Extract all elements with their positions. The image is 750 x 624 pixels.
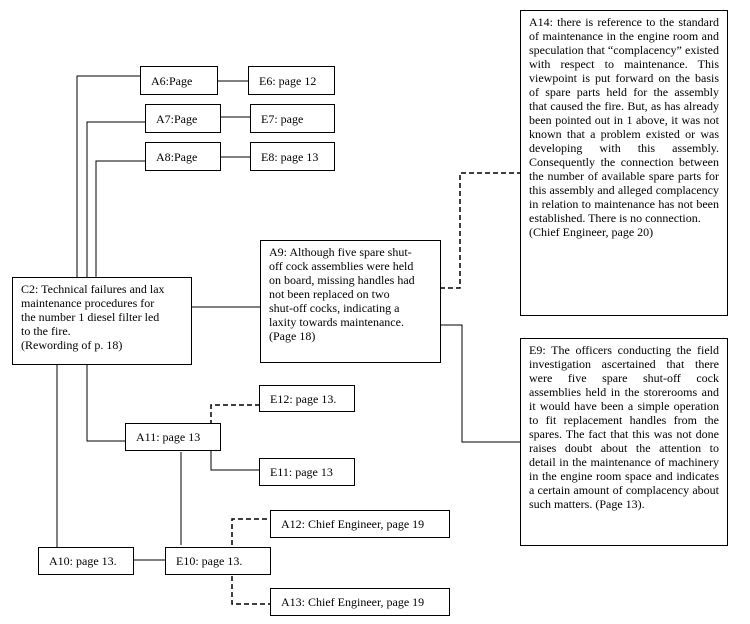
node-a14: [520, 10, 728, 316]
link-a11-e12: [211, 405, 259, 425]
node-e12: E12: page 13.: [259, 385, 355, 412]
link-a11-e11: [211, 450, 259, 470]
node-e7: E7: page: [250, 104, 335, 133]
node-a9: A9: Although five spare shut- off cock assemblies were held on board, missing handles had not been replaced on two shut-off cocks, indicating a laxity towards maintenance. (Page 18): [260, 240, 441, 363]
node-a12: A12: Chief Engineer, page 19: [270, 510, 450, 538]
a14-text: A14: there is reference to the standard of maintenance in the engine room and speculation that “complacency” existed with respect to maintenance. This viewpoint is put forward on the basis of spare parts held for the assembly that caused the fire. But, as has already been pointed out in 1 above, it was not known that a problem existed or was developing with this assembly. Consequently the connection between the number of available spare parts for this assembly and alleged complacency in relation to maintenance has not been established. There is no connection.: [529, 15, 719, 225]
node-e9: E9: The officers conducting the field investigation ascertained that there were five spare shut-off cock assemblies held in the storerooms and it would have been a simple operation to fit replacement handles from the spares. The fact that this was not done raises doubt about the attention to detail in the maintenance of machinery in the engine room space and indicates a certain amount of complacency about such matters. (Page 13).: [520, 338, 728, 546]
node-e8: E8: page 13: [250, 142, 335, 171]
a14-source: (Chief Engineer, page 20): [529, 225, 654, 239]
node-e10: E10: page 13.: [165, 547, 271, 575]
link-c2-a6: [77, 76, 140, 277]
node-e11: E11: page 13: [259, 458, 355, 486]
node-a11: A11: page 13: [125, 423, 221, 451]
link-a9-e9: [440, 325, 520, 442]
link-c2-a11: [87, 365, 125, 441]
node-a13: A13: Chief Engineer, page 19: [270, 588, 450, 616]
link-e10-a12: [232, 519, 270, 545]
node-a10: A10: page 13.: [38, 547, 134, 575]
node-e6: E6: page 12: [248, 66, 335, 95]
node-a7: A7:Page: [145, 104, 221, 133]
claim-c2: C2: Technical failures and lax maintenance procedures for the number 1 diesel filter led to the fire. (Rewording of p. 18): [12, 277, 192, 365]
link-c2-a8: [96, 161, 145, 277]
node-a8: A8:Page: [145, 142, 221, 171]
link-a9-a14: [440, 173, 520, 288]
node-a6: A6:Page: [140, 66, 218, 95]
link-e10-a13: [232, 576, 270, 604]
